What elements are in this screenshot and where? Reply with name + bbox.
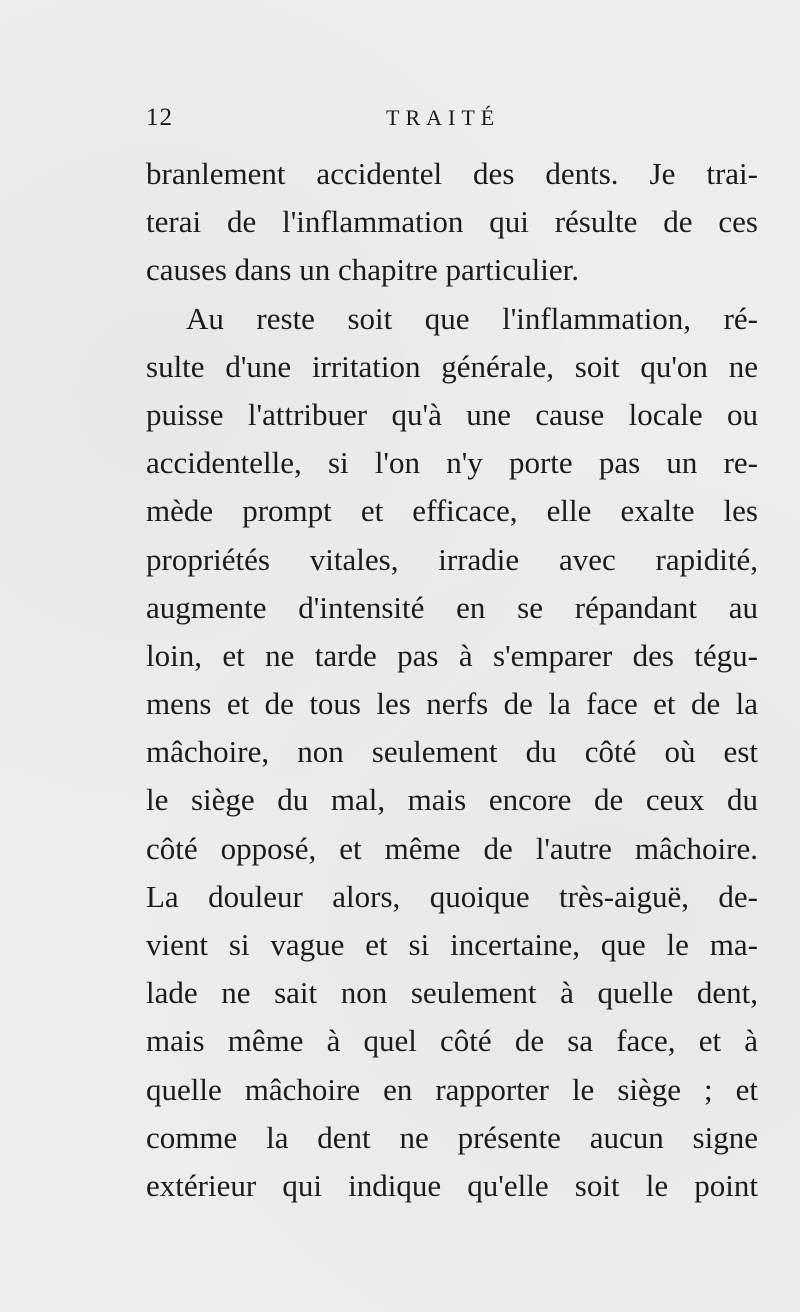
text-line: sulte d'une irritation générale, soit qu'on ne bbox=[146, 348, 758, 384]
text-line: vient si vague et si incertaine, que le ma- bbox=[146, 927, 758, 962]
text-line: propriétés vitales, irradie avec rapidité, bbox=[146, 541, 758, 577]
running-head: TRAITÉ bbox=[386, 105, 501, 130]
text-line: extérieur qui indique qu'elle soit le point bbox=[146, 1167, 758, 1203]
text-line: La douleur alors, quoique très-aiguë, de- bbox=[146, 878, 758, 914]
text-line: mède prompt et efficace, elle exalte les bbox=[146, 493, 758, 529]
text-line: mâchoire, non seulement du côté où est bbox=[146, 734, 758, 770]
text-line: causes dans un chapitre particulier. bbox=[146, 252, 579, 288]
text-line: branlement accidentel des dents. Je trai- bbox=[146, 156, 758, 191]
page-header bbox=[146, 104, 756, 134]
text-line: loin, et ne tarde pas à s'emparer des tégu- bbox=[146, 637, 758, 673]
text-line: quelle mâchoire en rapporter le siège ; et bbox=[146, 1071, 758, 1107]
text-line: puisse l'attribuer qu'à une cause locale ou bbox=[146, 396, 758, 432]
page-number: 12 bbox=[146, 104, 173, 131]
text-line: côté opposé, et même de l'autre mâchoire. bbox=[146, 830, 758, 866]
text-line: terai de l'inflammation qui résulte de ces bbox=[146, 204, 758, 240]
text-line: lade ne sait non seulement à quelle dent, bbox=[146, 975, 758, 1011]
text-line: mais même à quel côté de sa face, et à bbox=[146, 1023, 758, 1059]
text-line: comme la dent ne présente aucun signe bbox=[146, 1119, 758, 1155]
body-text bbox=[146, 150, 758, 1210]
text-line: augmente d'intensité en se répandant au bbox=[146, 589, 758, 625]
text-line: le siège du mal, mais encore de ceux du bbox=[146, 782, 758, 818]
text-line: accidentelle, si l'on n'y porte pas un re- bbox=[146, 445, 758, 481]
text-line: mens et de tous les nerfs de la face et de la bbox=[146, 686, 758, 722]
paragraph-start-line: Au reste soit que l'inflammation, ré- bbox=[186, 300, 758, 336]
